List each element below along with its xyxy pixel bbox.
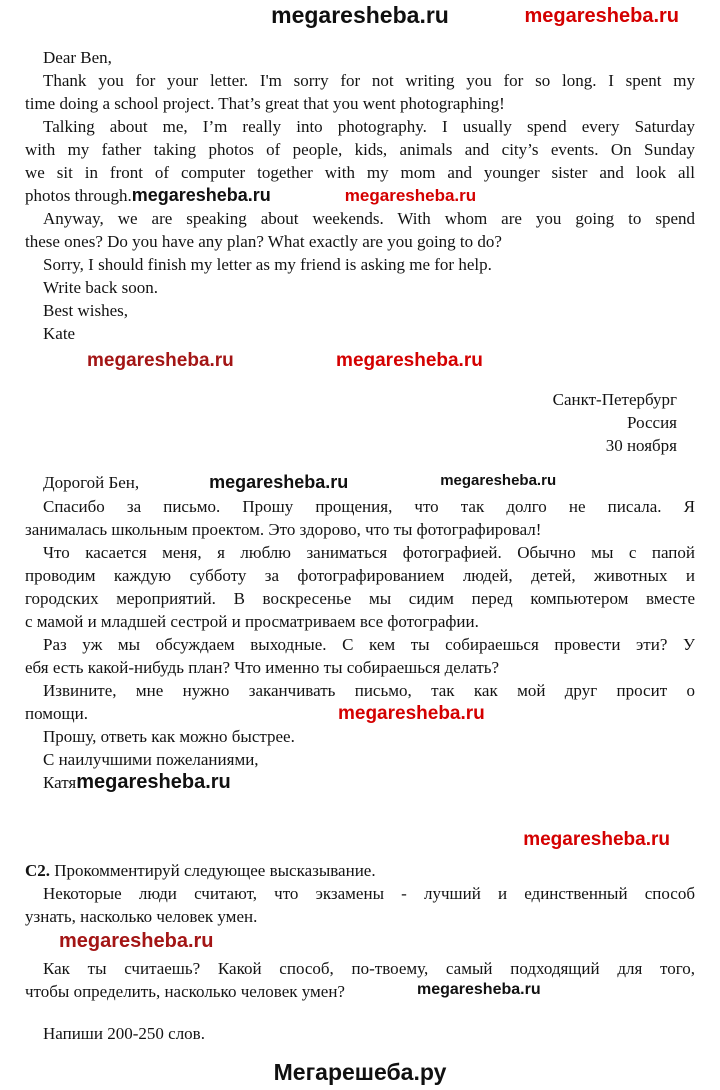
letter-line: Извините, мне нужно заканчивать письмо, так как мой друг просит о [43, 681, 695, 700]
watermark-inline: megaresheba.ru [440, 472, 557, 489]
watermark-inline: megaresheba.ru [76, 771, 231, 793]
letter-line: Anyway, we are speaking about weekends. With whom are you going to spend [43, 209, 695, 228]
letter-line [25, 184, 695, 207]
letter-line: занималась школьным проектом. Это здорово, что ты фотографировал! [25, 520, 542, 539]
letter-text: помощи. [25, 704, 88, 723]
letter-closing: Best wishes, [43, 301, 128, 320]
task-instruction: Напиши 200-250 слов. [43, 1024, 205, 1043]
watermark: megaresheba.ru [87, 350, 234, 371]
watermark-row [25, 930, 695, 953]
site-footer-title: Мегарешеба.ру [273, 1059, 447, 1085]
letter-line: городских мероприятий. В воскресенье мы сидим перед компьютером вместе [25, 589, 695, 608]
letter-salutation: Dear Ben, [43, 48, 112, 67]
letter-line: Раз уж мы обсуждаем выходные. С кем ты собираешься провести эти? У [43, 635, 695, 654]
watermark-inline: megaresheba.ru [209, 472, 349, 492]
watermark-inline: megaresheba.ru [131, 185, 271, 205]
watermark: megaresheba.ru [336, 350, 483, 371]
task-statement-line: узнать, насколько человек умен. [25, 907, 258, 926]
watermark-row [25, 828, 695, 851]
letter-line: we sit in front of computer together with my mom and younger sister and look all [25, 163, 695, 182]
watermark-top-right: megaresheba.ru [524, 5, 679, 27]
task-question-line [25, 980, 695, 1004]
letter-line: time doing a school project. That’s great that you went photographing! [25, 94, 505, 113]
address-date: 30 ноября [605, 436, 677, 455]
site-watermark-title: megaresheba.ru [271, 2, 449, 28]
letter-line: Sorry, I should finish my letter as my friend is asking me for help. [43, 255, 492, 274]
letter-signature: Kate [43, 324, 76, 343]
task-question-text: чтобы определить, насколько человек умен? [25, 982, 345, 1001]
letter-line: Talking about me, I’m really into photography. I usually spend every Saturday [43, 117, 695, 136]
watermark-inline: megaresheba.ru [416, 981, 541, 998]
letter-text: photos through. [25, 186, 132, 205]
letter-closing: С наилучшими пожеланиями, [43, 750, 259, 769]
letter-line: with my father taking photos of people, kids, animals and city’s events. On Sunday [25, 140, 695, 159]
english-letter [25, 46, 695, 345]
address-city: Санкт-Петербург [552, 390, 677, 409]
task-question-line: Как ты считаешь? Какой способ, по-твоему, самый подходящий для того, [43, 959, 695, 978]
task-title: Прокомментируй следующее высказывание. [54, 861, 376, 880]
task-label: С2. [25, 861, 51, 880]
letter-line: Write back soon. [43, 278, 158, 297]
letter-salutation: Дорогой Бен, [43, 473, 140, 492]
address-block [25, 388, 695, 457]
letter-signature: Катя [43, 773, 77, 792]
watermark-row [25, 349, 695, 372]
letter-line: Спасибо за письмо. Прошу прощения, что так долго не писала. Я [43, 497, 695, 516]
address-country: Россия [627, 413, 677, 432]
letter-line: проводим каждую субботу за фотографированием людей, детей, животных и [25, 566, 695, 585]
letter-line: Thank you for your letter. I'm sorry for not writing you for so long. I spent my [43, 71, 695, 90]
task-statement-line: Некоторые люди считают, что экзамены - лучший и единственный способ [43, 884, 695, 903]
letter-line: с мамой и младшей сестрой и просматриваем все фотографии. [25, 612, 479, 631]
task-section [25, 859, 695, 928]
watermark: megaresheba.ru [523, 829, 670, 850]
letter-line: Что касается меня, я люблю заниматься фотографией. Обычно мы с папой [43, 543, 695, 562]
page-header [25, 0, 695, 34]
watermark: megaresheba.ru [59, 930, 214, 952]
letter-line: ебя есть какой-нибудь план? Что именно ты собираешься делать? [25, 658, 500, 677]
letter-line [25, 471, 695, 495]
task-question [25, 957, 695, 1045]
letter-line [25, 702, 695, 725]
letter-line: these ones? Do you have any plan? What exactly are you going to do? [25, 232, 502, 251]
watermark-inline: megaresheba.ru [344, 186, 477, 205]
watermark-inline: megaresheba.ru [337, 703, 485, 724]
letter-line [25, 771, 695, 794]
letter-line: Прошу, ответь как можно быстрее. [43, 727, 295, 746]
task-heading [25, 859, 695, 882]
russian-letter [25, 471, 695, 794]
